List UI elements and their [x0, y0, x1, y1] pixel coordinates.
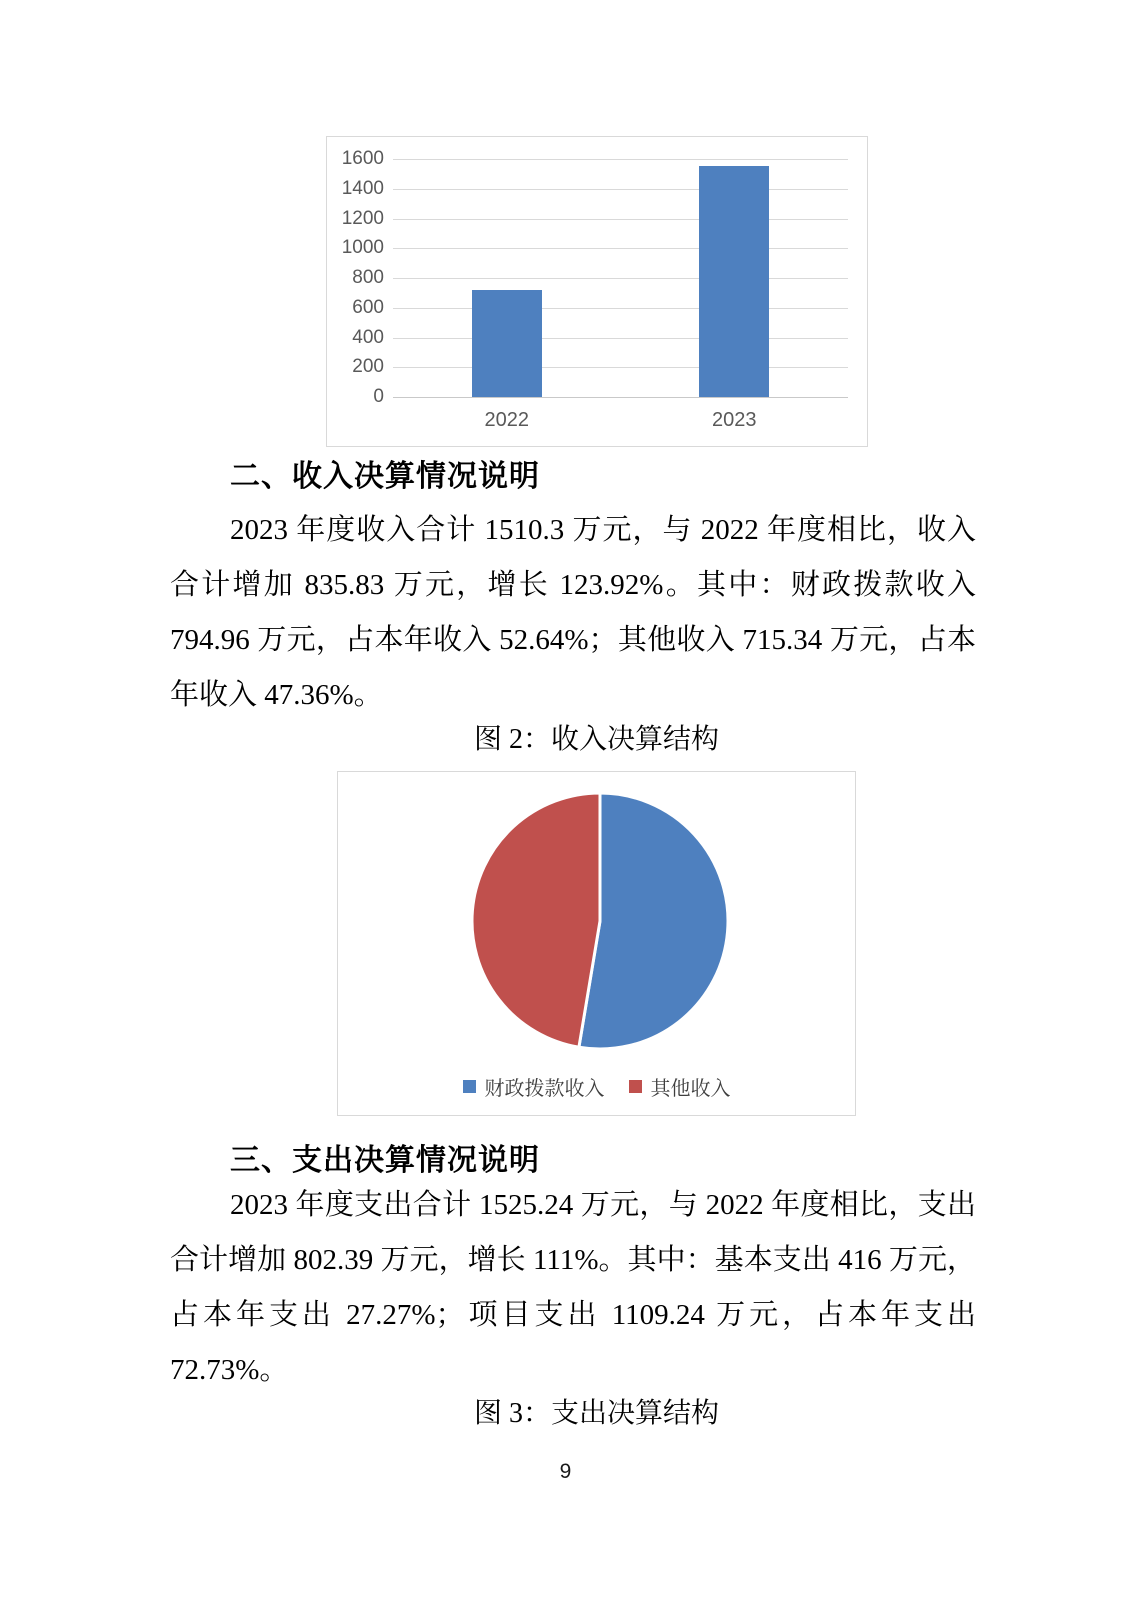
gridline-600 — [393, 308, 848, 309]
y-axis-tick-label: 1600 — [341, 148, 384, 169]
gridline-1200 — [393, 219, 848, 220]
figure-2-caption: 图 2：收入决算结构 — [473, 724, 719, 755]
figure-2-pie-chart — [337, 771, 856, 1116]
page-number: 9 — [559, 1460, 572, 1483]
y-axis-tick-label: 200 — [352, 356, 384, 378]
legend-label: 其他收入 — [650, 1078, 731, 1100]
y-axis-tick-label: 400 — [352, 326, 384, 348]
income-paragraph: 2023 年度收入合计 1510.3 万元，与 2022 年度相比，收入合计增加 835.83 万元，增长 123.92%。其中：财政拨款收入 794.96 万元，占本年收入 52.64%；其他收入 715.34 万元，占本年收入 47.36%。 — [170, 514, 976, 711]
legend-swatch-icon — [629, 1080, 642, 1093]
y-axis-tick-label: 1000 — [341, 237, 384, 259]
gridline-400 — [393, 338, 848, 339]
x-axis-label-2023: 2023 — [712, 409, 757, 431]
bar-chart-plot-area — [327, 137, 867, 446]
expenditure-section-heading: 三、支出决算情况说明 — [230, 1144, 540, 1177]
gridline-1000 — [393, 248, 848, 249]
y-axis-tick-label: 1200 — [341, 207, 384, 229]
pie-chart-canvas — [338, 772, 854, 1114]
legend-item — [463, 1072, 605, 1101]
pie-slice-其他收入 — [472, 793, 600, 1047]
gridline-200 — [393, 367, 848, 368]
y-axis-tick-label: 800 — [352, 267, 384, 288]
y-axis-tick-label: 0 — [373, 386, 384, 407]
x-axis-label-2022: 2022 — [484, 409, 529, 431]
bar-2023 — [699, 166, 769, 397]
legend-item — [629, 1072, 731, 1101]
expenditure-paragraph: 2023 年度支出合计 1525.24 万元，与 2022 年度相比，支出合计增加 802.39 万元，增长 111%。其中：基本支出 416 万元，占本年支出 27.27%；项目支出 1109.24 万元，占本年支出 72.73%。 — [170, 1189, 976, 1386]
bar-2022 — [472, 290, 542, 397]
figure-3-caption: 图 3：支出决算结构 — [473, 1398, 719, 1429]
pie-chart-legend — [338, 1072, 855, 1101]
gridline-1400 — [393, 189, 848, 190]
y-axis-tick-label: 600 — [352, 296, 384, 318]
figure-1-bar-chart — [326, 136, 868, 447]
gridline-1600 — [393, 159, 848, 160]
legend-label: 财政拨款收入 — [484, 1078, 605, 1100]
gridline-0 — [393, 397, 848, 398]
y-axis-tick-label: 1400 — [341, 177, 384, 199]
income-section-heading: 二、收入决算情况说明 — [230, 460, 540, 493]
legend-swatch-icon — [463, 1080, 476, 1093]
gridline-800 — [393, 278, 848, 279]
